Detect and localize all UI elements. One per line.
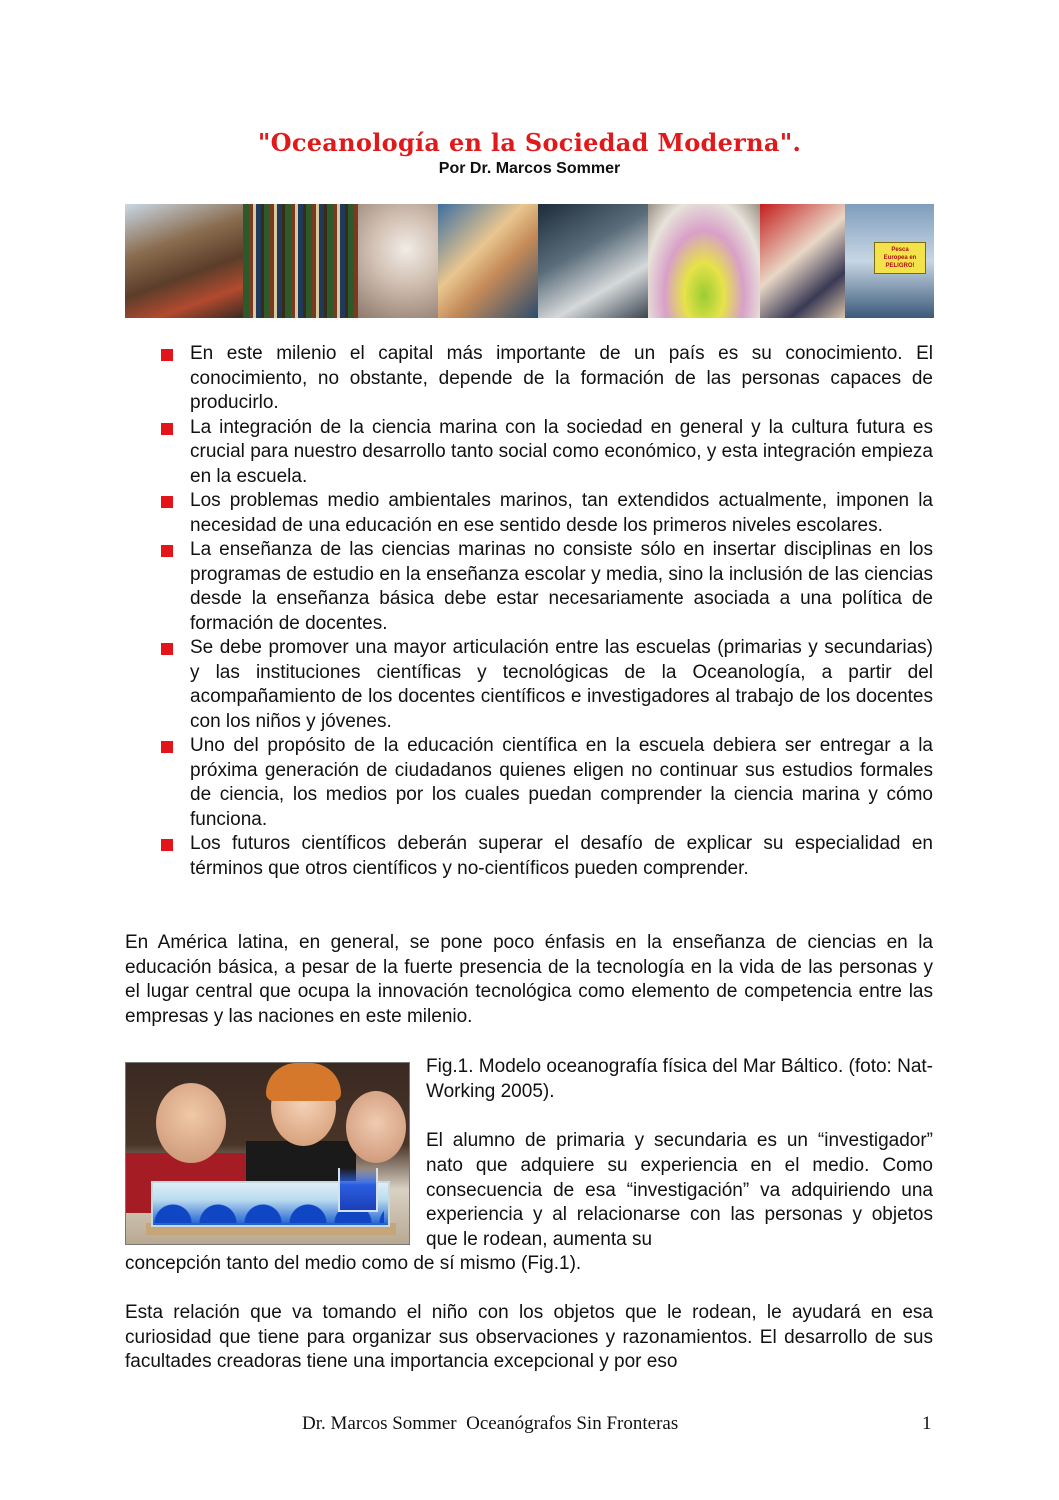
list-item: En este milenio el capital más importante de un país es su conocimiento. El conocimiento, no obstante, depende de la formación de las personas capaces de producirlo. (161, 342, 933, 416)
author-byline: Por Dr. Marcos Sommer (438, 160, 621, 177)
photo-banner (125, 204, 934, 318)
page-number: 1 (922, 1413, 932, 1434)
list-item: Se debe promover una mayor articulación entre las escuelas (primarias y secundarias) y las instituciones científicas y tecnológicas de la Oceanología, a partir del acompañamiento de los docentes científicos e investigadores al trabajo de los docentes con los niños y jóvenes. (161, 636, 933, 734)
red-square-bullet-icon (161, 496, 173, 508)
list-item: Los problemas medio ambientales marinos, tan extendidos actualmente, imponen la necesidad de una educación en ese sentido desde los primeros niveles escolares. (161, 489, 933, 538)
paragraph-student: El alumno de primaria y secundaria es un “investigador” nato que adquiere su experiencia en el medio. Como consecuencia de esa “investigación” va adquiriendo una experiencia y al relacionarse con las personas y objetos que le rodean, aumenta su (426, 1130, 933, 1250)
banner-photo-children-globe (438, 204, 538, 318)
figure-side-text (426, 1055, 933, 1253)
figure-caption: Fig.1. Modelo oceanografía física del Mar Báltico. (foto: Nat-Working 2005). (426, 1056, 933, 1102)
key-points-list (161, 342, 933, 881)
list-item: Uno del propósito de la educación científica en la escuela debiera ser entregar a la próxima generación de ciudadanos quienes eligen no continuar sus estudios formales de ciencia, los medios por los cuales puedan comprender la ciencia marina y cómo funciona. (161, 734, 933, 832)
document-title: "Oceanología en la Sociedad Moderna". (257, 128, 802, 157)
red-square-bullet-icon (161, 839, 173, 851)
red-square-bullet-icon (161, 349, 173, 361)
red-square-bullet-icon (161, 643, 173, 655)
list-item: Los futuros científicos deberán superar el desafío de explicar su especialidad en términos que otros científicos y no-científicos pueden comprender. (161, 832, 933, 881)
banner-photo-sea (845, 204, 934, 318)
banner-photo-microscope (538, 204, 648, 318)
footer-text: Dr. Marcos Sommer Oceanógrafos Sin Fronteras (302, 1413, 679, 1434)
list-item: La enseñanza de las ciencias marinas no consiste sólo en insertar disciplinas en los programas de estudio en la enseñanza escolar y media, sino la inclusión de las ciencias desde la enseñanza básica debe estar necesariamente asociada a una política de formación de docentes. (161, 538, 933, 636)
red-square-bullet-icon (161, 545, 173, 557)
banner-photo-flasks (648, 204, 760, 318)
paragraph-relation: Esta relación que va tomando el niño con los objetos que le rodean, le ayudará en esa curiosidad que tiene para organizar sus observaciones y razonamientos. El desarrollo de sus facultades creadoras tiene una importancia excepcional y por eso (125, 1302, 933, 1373)
fishing-warning-sign: Pesca Europea en PELIGRO! (874, 242, 926, 274)
red-square-bullet-icon (161, 741, 173, 753)
banner-photo-pipette (358, 204, 438, 318)
paragraph-student-end: concepción tanto del medio como de sí mismo (Fig.1). (125, 1253, 582, 1274)
paragraph-latin-america: En América latina, en general, se pone poco énfasis en la enseñanza de ciencias en la educación básica, a pesar de la fuerte presencia de la tecnología en la vida de las personas y el lugar central que ocupa la innovación tecnológica como elemento de competencia entre las empresas y las naciones en este milenio. (125, 932, 933, 1028)
banner-photo-books (243, 204, 358, 318)
red-square-bullet-icon (161, 423, 173, 435)
figure-1-photo (125, 1062, 410, 1245)
banner-photo-ship (125, 204, 243, 318)
list-item: La integración de la ciencia marina con la sociedad en general y la cultura futura es crucial para nuestro desarrollo tanto social como económico, y esta integración empieza en la escuela. (161, 416, 933, 490)
banner-photo-students (760, 204, 845, 318)
